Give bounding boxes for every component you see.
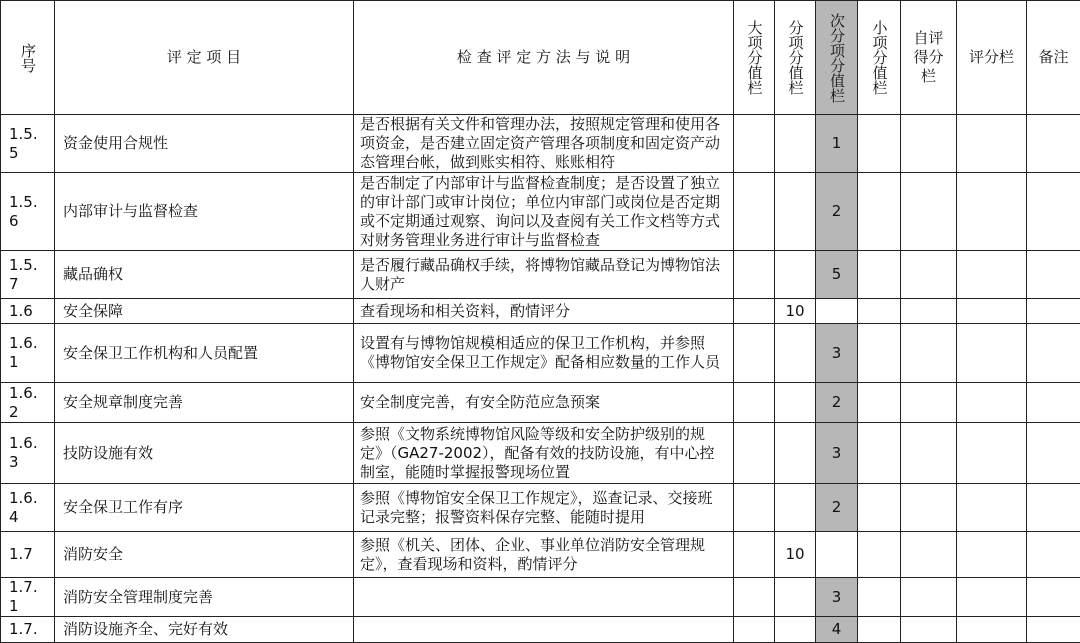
table-row <box>1 251 1080 299</box>
row-item: 消防安全管理制度完善 <box>55 578 354 617</box>
row-method: 参照《文物系统博物馆风险等级和安全防护级别的规定》（GA27-2002），配备有效的技防设施，有中心控制室，能随时掌握报警现场位置 <box>354 423 734 484</box>
row-sub <box>775 578 816 617</box>
table-row <box>1 484 1080 532</box>
row-self <box>901 383 957 423</box>
row-rating <box>957 251 1027 299</box>
row-sub <box>775 251 816 299</box>
row-rating <box>957 532 1027 578</box>
header-notes: 备注 <box>1027 1 1080 115</box>
row-seq: 1.7. <box>1 617 55 643</box>
row-self <box>901 484 957 532</box>
row-item: 消防设施齐全、完好有效 <box>55 617 354 643</box>
row-sub <box>775 324 816 383</box>
row-major <box>734 423 775 484</box>
row-secondary: 2 <box>816 383 858 423</box>
row-secondary: 2 <box>816 484 858 532</box>
row-minor <box>858 173 901 251</box>
row-sub <box>775 173 816 251</box>
row-rating <box>957 617 1027 643</box>
row-major <box>734 617 775 643</box>
row-secondary: 3 <box>816 578 858 617</box>
row-method <box>354 617 734 643</box>
row-self <box>901 299 957 324</box>
table-row <box>1 532 1080 578</box>
row-rating <box>957 484 1027 532</box>
header-method: 检 查 评 定 方 法 与 说 明 <box>354 1 734 115</box>
row-seq: 1.6 <box>1 299 55 324</box>
row-notes <box>1027 324 1080 383</box>
row-self <box>901 251 957 299</box>
row-rating <box>957 115 1027 173</box>
row-method: 参照《博物馆安全保卫工作规定》，巡查记录、交接班记录完整；报警资料保存完整、能随时提用 <box>354 484 734 532</box>
row-rating <box>957 324 1027 383</box>
row-method: 安全制度完善，有安全防范应急预案 <box>354 383 734 423</box>
row-sub <box>775 484 816 532</box>
row-seq: 1.6.1 <box>9 334 38 371</box>
row-major <box>734 324 775 383</box>
table-row <box>1 299 1080 324</box>
header-self: 自评得分栏 <box>901 1 957 115</box>
row-self <box>901 617 957 643</box>
row-rating <box>957 578 1027 617</box>
row-method <box>354 578 734 617</box>
row-secondary: 2 <box>816 173 858 251</box>
row-minor <box>858 423 901 484</box>
row-item: 安全规章制度完善 <box>55 383 354 423</box>
row-seq: 1.5.5 <box>9 124 38 162</box>
row-notes <box>1027 115 1080 173</box>
header-minor: 小项分值栏 <box>858 1 901 115</box>
row-item: 安全保障 <box>55 299 354 324</box>
table-row <box>1 383 1080 423</box>
row-item: 内部审计与监督检查 <box>55 173 354 251</box>
row-minor <box>858 578 901 617</box>
row-self <box>901 578 957 617</box>
header-rating: 评分栏 <box>957 1 1027 115</box>
row-major <box>734 532 775 578</box>
header-sub: 分项分值栏 <box>775 1 816 115</box>
row-notes <box>1027 578 1080 617</box>
row-notes <box>1027 532 1080 578</box>
row-secondary: 3 <box>816 324 858 383</box>
row-seq: 1.6.4 <box>9 488 38 526</box>
row-minor <box>858 617 901 643</box>
row-sub: 10 <box>775 532 816 578</box>
row-secondary: 5 <box>816 251 858 299</box>
row-rating <box>957 299 1027 324</box>
row-item: 安全保卫工作机构和人员配置 <box>55 324 354 383</box>
table-row <box>1 578 1080 617</box>
row-minor <box>858 383 901 423</box>
table-row <box>1 115 1080 173</box>
row-minor <box>858 324 901 383</box>
row-notes <box>1027 383 1080 423</box>
row-item: 藏品确权 <box>55 251 354 299</box>
row-self <box>901 423 957 484</box>
row-major <box>734 578 775 617</box>
row-secondary <box>816 532 858 578</box>
row-item: 资金使用合规性 <box>55 115 354 173</box>
row-item: 安全保卫工作有序 <box>55 484 354 532</box>
row-secondary: 4 <box>816 617 858 643</box>
header-major: 大项分值栏 <box>734 1 775 115</box>
row-minor <box>858 532 901 578</box>
row-seq: 1.7.1 <box>9 578 38 615</box>
header-secondary: 次分项分值栏 <box>816 1 858 115</box>
row-minor <box>858 251 901 299</box>
row-rating <box>957 383 1027 423</box>
row-seq: 1.7 <box>1 532 55 578</box>
row-method: 查看现场和相关资料，酌情评分 <box>354 299 734 324</box>
row-rating <box>957 173 1027 251</box>
row-seq: 1.6.2 <box>9 383 38 421</box>
row-secondary: 3 <box>816 423 858 484</box>
row-item: 消防安全 <box>55 532 354 578</box>
row-sub <box>775 115 816 173</box>
row-minor <box>858 299 901 324</box>
header-seq: 序号 <box>1 1 55 115</box>
row-sub: 10 <box>775 299 816 324</box>
row-major <box>734 251 775 299</box>
header-row <box>1 1 1080 115</box>
row-minor <box>858 115 901 173</box>
row-sub <box>775 383 816 423</box>
row-method: 是否根据有关文件和管理办法，按照规定管理和使用各项资金，是否建立固定资产管理各项制度和固定资产动态管理台帐，做到账实相符、账账相符 <box>354 115 734 173</box>
table-row <box>1 173 1080 251</box>
row-major <box>734 383 775 423</box>
table-row <box>1 423 1080 484</box>
row-secondary <box>816 299 858 324</box>
row-rating <box>957 423 1027 484</box>
row-seq: 1.5.7 <box>9 255 38 293</box>
row-self <box>901 532 957 578</box>
row-sub <box>775 617 816 643</box>
row-self <box>901 324 957 383</box>
row-method: 参照《机关、团体、企业、事业单位消防安全管理规定》，查看现场和资料，酌情评分 <box>354 532 734 578</box>
row-notes <box>1027 617 1080 643</box>
row-secondary: 1 <box>816 115 858 173</box>
row-notes <box>1027 173 1080 251</box>
row-seq: 1.6.3 <box>9 434 38 471</box>
row-seq: 1.5.6 <box>9 192 38 230</box>
row-major <box>734 484 775 532</box>
row-major <box>734 115 775 173</box>
row-notes <box>1027 251 1080 299</box>
row-method: 是否制定了内部审计与监督检查制度；是否设置了独立的审计部门或审计岗位；单位内审部门或岗位是否定期或不定期通过观察、询问以及查阅有关工作文档等方式对财务管理业务进行审计与监督检查 <box>354 173 734 251</box>
table-row <box>1 617 1080 643</box>
row-self <box>901 115 957 173</box>
row-item: 技防设施有效 <box>55 423 354 484</box>
row-major <box>734 173 775 251</box>
row-method: 是否履行藏品确权手续，将博物馆藏品登记为博物馆法人财产 <box>354 251 734 299</box>
row-sub <box>775 423 816 484</box>
row-minor <box>858 484 901 532</box>
table-row <box>1 324 1080 383</box>
header-item: 评 定 项 目 <box>55 1 354 115</box>
row-notes <box>1027 423 1080 484</box>
row-self <box>901 173 957 251</box>
row-notes <box>1027 299 1080 324</box>
row-notes <box>1027 484 1080 532</box>
row-major <box>734 299 775 324</box>
row-method: 设置有与博物馆规模相适应的保卫工作机构，并参照《博物馆安全保卫工作规定》配备相应数量的工作人员 <box>354 324 734 383</box>
